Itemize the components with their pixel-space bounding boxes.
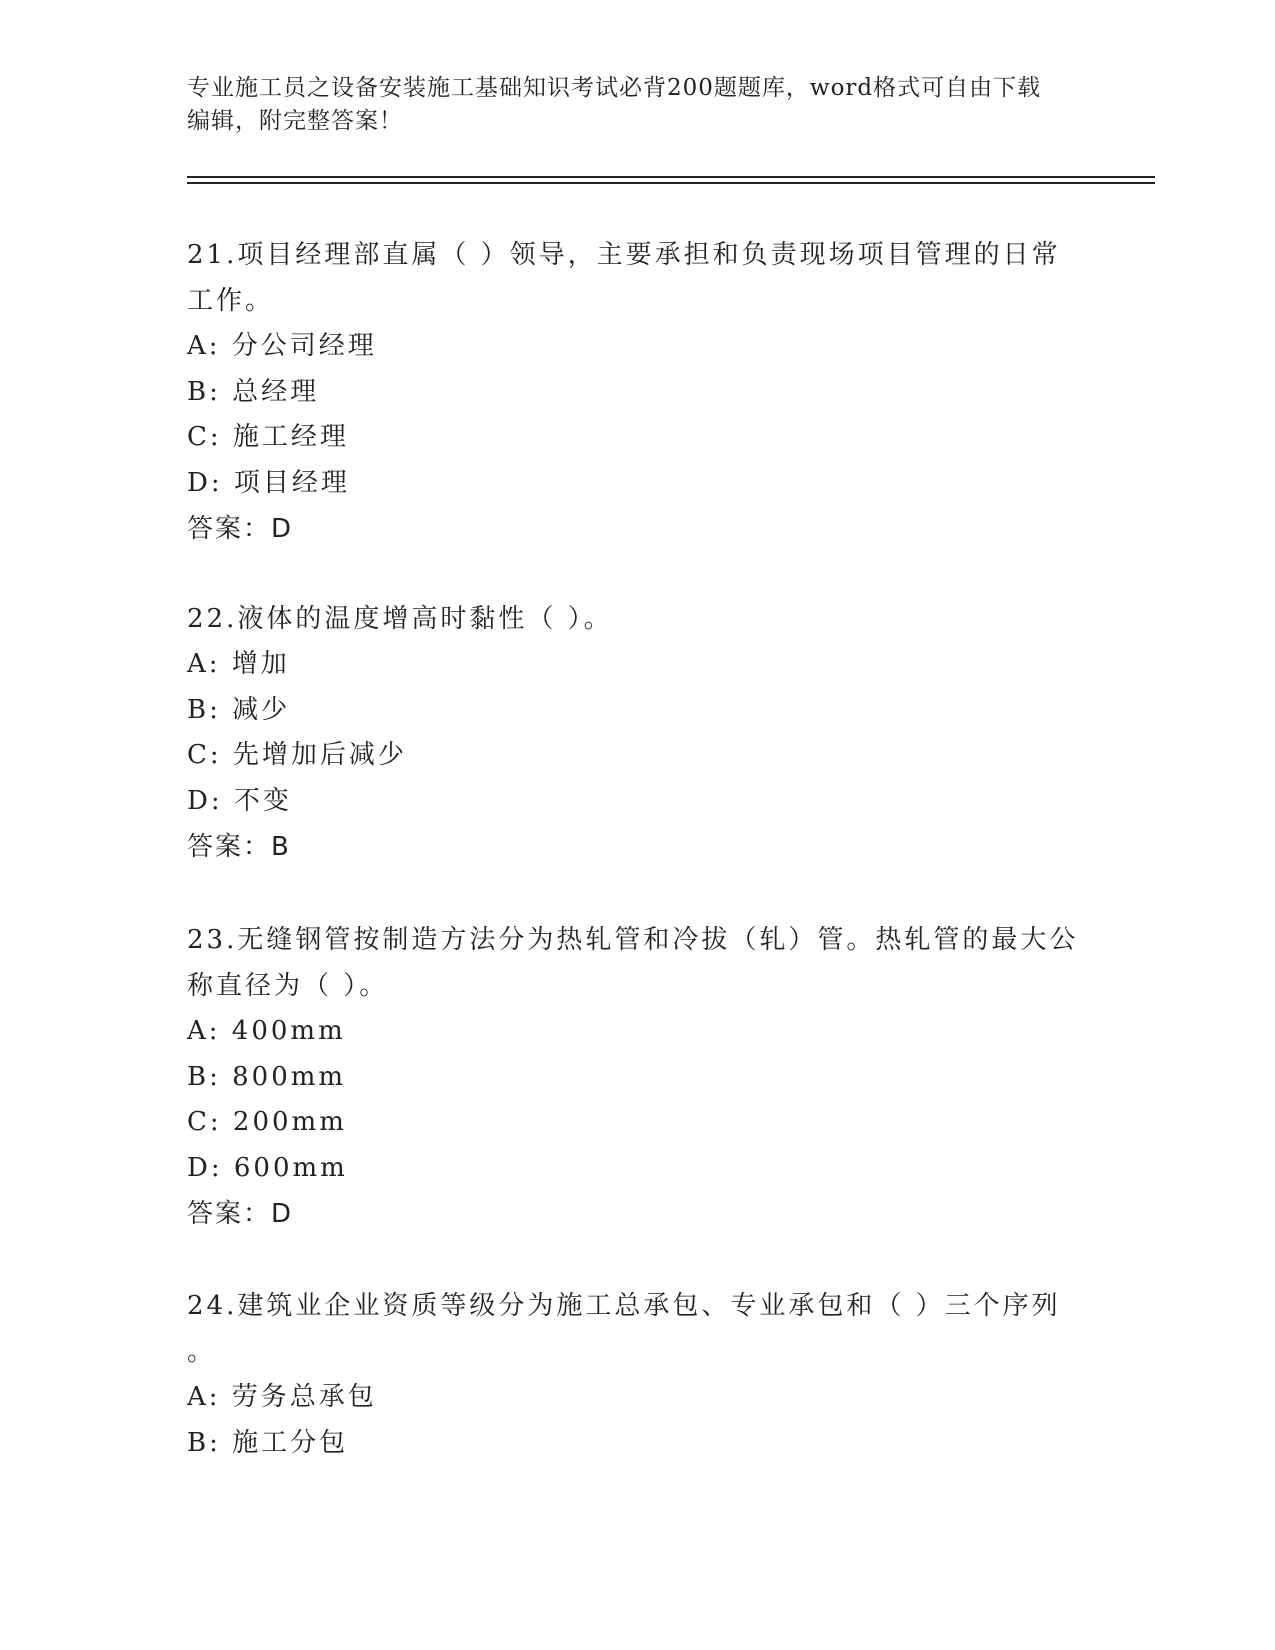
header-divider-top bbox=[187, 176, 1155, 178]
option-c: C: 施工经理 bbox=[187, 422, 349, 452]
question-stem-line: 。 bbox=[187, 1337, 217, 1367]
answer: 答案：B bbox=[187, 832, 291, 862]
question-22 bbox=[187, 596, 1087, 870]
question-23 bbox=[187, 917, 1087, 1237]
document-header bbox=[187, 72, 1067, 138]
option-a: A: 400mm bbox=[187, 1016, 346, 1046]
option-a: A: 增加 bbox=[187, 649, 290, 679]
option-a: A: 分公司经理 bbox=[187, 331, 377, 361]
question-24 bbox=[187, 1283, 1087, 1466]
option-b: B: 施工分包 bbox=[187, 1427, 349, 1458]
option-d: D: 项目经理 bbox=[187, 467, 350, 498]
option-b: B: 800mm bbox=[187, 1061, 347, 1092]
question-stem-line: 工作。 bbox=[187, 286, 275, 316]
option-c: C: 先增加后减少 bbox=[187, 740, 407, 770]
question-21 bbox=[187, 232, 1087, 552]
option-b: B: 减少 bbox=[187, 694, 291, 725]
option-d: D: 600mm bbox=[187, 1152, 348, 1183]
question-stem-line: 21.项目经理部直属（ ）领导，主要承担和负责现场项目管理的日常 bbox=[187, 240, 1061, 270]
header-divider-bottom bbox=[187, 182, 1155, 184]
option-b: B: 总经理 bbox=[187, 376, 320, 407]
answer: 答案：D bbox=[187, 514, 294, 544]
question-stem-line: 23.无缝钢管按制造方法分为热轧管和冷拔（轧）管。热轧管的最大公 bbox=[187, 925, 1079, 955]
option-c: C: 200mm bbox=[187, 1107, 347, 1137]
question-stem-line: 称直径为（ ）。 bbox=[187, 971, 389, 1001]
header-line-1: 专业施工员之设备安装施工基础知识考试必背200题题库，word格式可自由下载 bbox=[187, 75, 1042, 101]
question-stem-line: 22.液体的温度增高时黏性（ ）。 bbox=[187, 604, 613, 634]
answer: 答案：D bbox=[187, 1199, 294, 1229]
header-line-2: 编辑，附完整答案！ bbox=[187, 108, 403, 134]
option-d: D: 不变 bbox=[187, 785, 292, 816]
option-a: A: 劳务总承包 bbox=[187, 1382, 377, 1412]
question-stem-line: 24.建筑业企业资质等级分为施工总承包、专业承包和（ ）三个序列 bbox=[187, 1291, 1061, 1321]
